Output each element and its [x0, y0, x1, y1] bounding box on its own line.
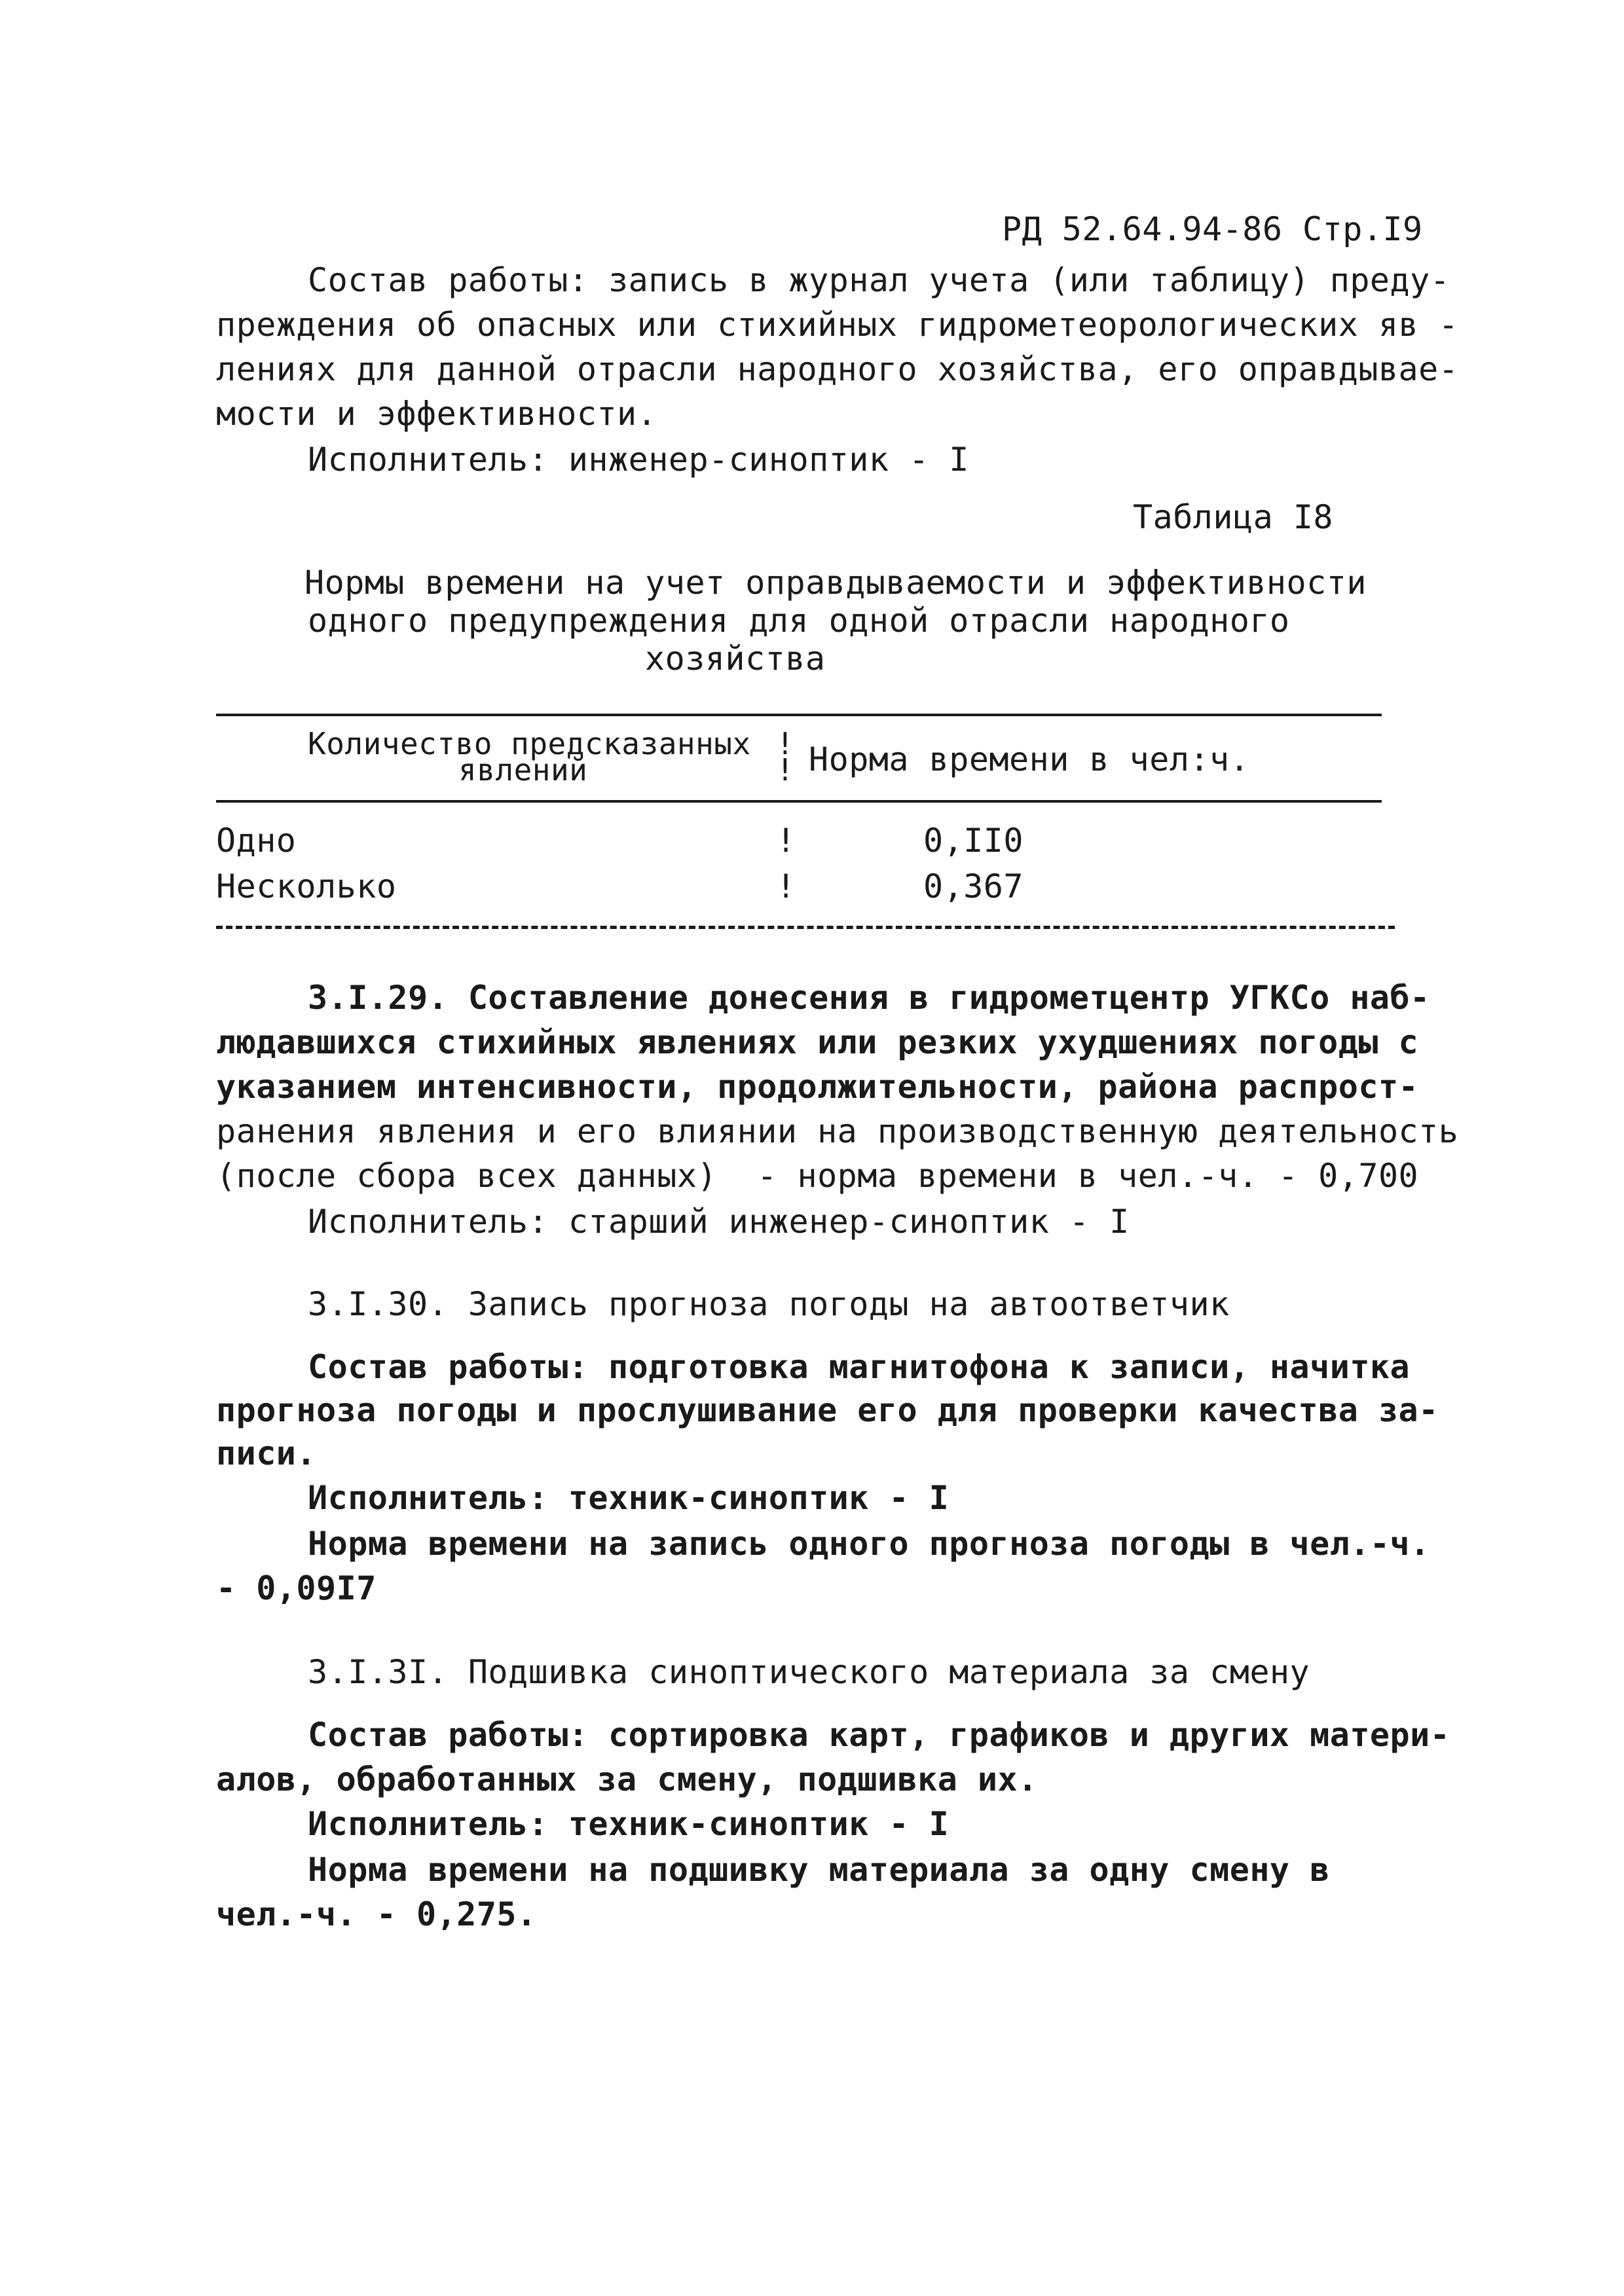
table-cell-separator: !	[776, 822, 796, 860]
s30-title: 3.I.30. Запись прогноза погоды на автоответчик	[308, 1285, 1230, 1323]
s31-norm-line-2: чел.-ч. - 0,275.	[216, 1895, 537, 1933]
s29-line-5: (после сбора всех данных) - норма времени в чел.-ч. - 0,700	[216, 1157, 1419, 1195]
table-header-separator: !	[776, 726, 795, 761]
table-caption-line-3: хозяйства	[645, 640, 826, 678]
table-top-rule	[216, 714, 1382, 716]
para1-line-4: мости и эффективности.	[216, 395, 657, 433]
table-label: Таблица I8	[1133, 498, 1334, 536]
table-caption-line-2: одного предупреждения для одной отрасли народного	[308, 602, 1290, 640]
para1-line-3: лениях для данной отрасли народного хозяйства, его оправдывае-	[216, 350, 1459, 388]
page-header: РД 52.64.94-86 Стр.I9	[1002, 210, 1423, 248]
s29-line-1: 3.I.29. Составление донесения в гидрометцентр УГКСо наб-	[308, 979, 1430, 1017]
s29-line-4: ранения явления и его влиянии на производственную деятельность	[216, 1112, 1459, 1150]
table-col1-header-line-1: Количество предсказанных	[308, 726, 751, 761]
s30-line-3: писи.	[216, 1434, 317, 1472]
table-cell-name: Одно	[216, 822, 297, 860]
s29-line-2: людавшихся стихийных явлениях или резких ухудшениях погоды с	[216, 1023, 1419, 1061]
table-caption-line-1: Нормы времени на учет оправдываемости и эффективности	[304, 564, 1367, 602]
para1-line-2: преждения об опасных или стихийных гидрометеорологических яв -	[216, 306, 1459, 344]
s29-executor: Исполнитель: старший инженер-синоптик - I	[308, 1203, 1130, 1241]
para1-line-1: Состав работы: запись в журнал учета (или таблицу) преду-	[308, 261, 1450, 299]
table-header-separator: !	[776, 752, 795, 788]
table-bottom-dashed-rule	[216, 926, 1395, 929]
s30-norm-line-1: Норма времени на запись одного прогноза погоды в чел.-ч.	[308, 1525, 1430, 1563]
s30-line-1: Состав работы: подготовка магнитофона к записи, начитка	[308, 1348, 1411, 1386]
s31-executor: Исполнитель: техник-синоптик - I	[308, 1805, 950, 1843]
s29-line-3: указанием интенсивности, продолжительности, района распрост-	[216, 1068, 1419, 1106]
table-header-rule	[216, 800, 1382, 803]
s30-executor: Исполнитель: техник-синоптик - I	[308, 1479, 950, 1517]
table-cell-separator: !	[776, 867, 796, 905]
table-col1-header-line-2: явлений	[458, 752, 588, 788]
para1-executor: Исполнитель: инженер-синоптик - I	[308, 441, 969, 479]
s31-line-1: Состав работы: сортировка карт, графиков и других матери-	[308, 1716, 1450, 1754]
table-col2-header: Норма времени в чел:ч.	[809, 740, 1250, 778]
table-cell-value: 0,II0	[923, 822, 1024, 860]
table-cell-value: 0,367	[923, 867, 1024, 905]
s30-norm-line-2: - 0,09I7	[216, 1569, 377, 1607]
s31-line-2: алов, обработанных за смену, подшивка их.	[216, 1760, 1038, 1798]
s31-norm-line-1: Норма времени на подшивку материала за одну смену в	[308, 1851, 1330, 1889]
s30-line-2: прогноза погоды и прослушивание его для проверки качества за-	[216, 1391, 1439, 1429]
s31-title: 3.I.3I. Подшивка синоптического материала за смену	[308, 1653, 1310, 1691]
table-cell-name: Несколько	[216, 867, 397, 905]
